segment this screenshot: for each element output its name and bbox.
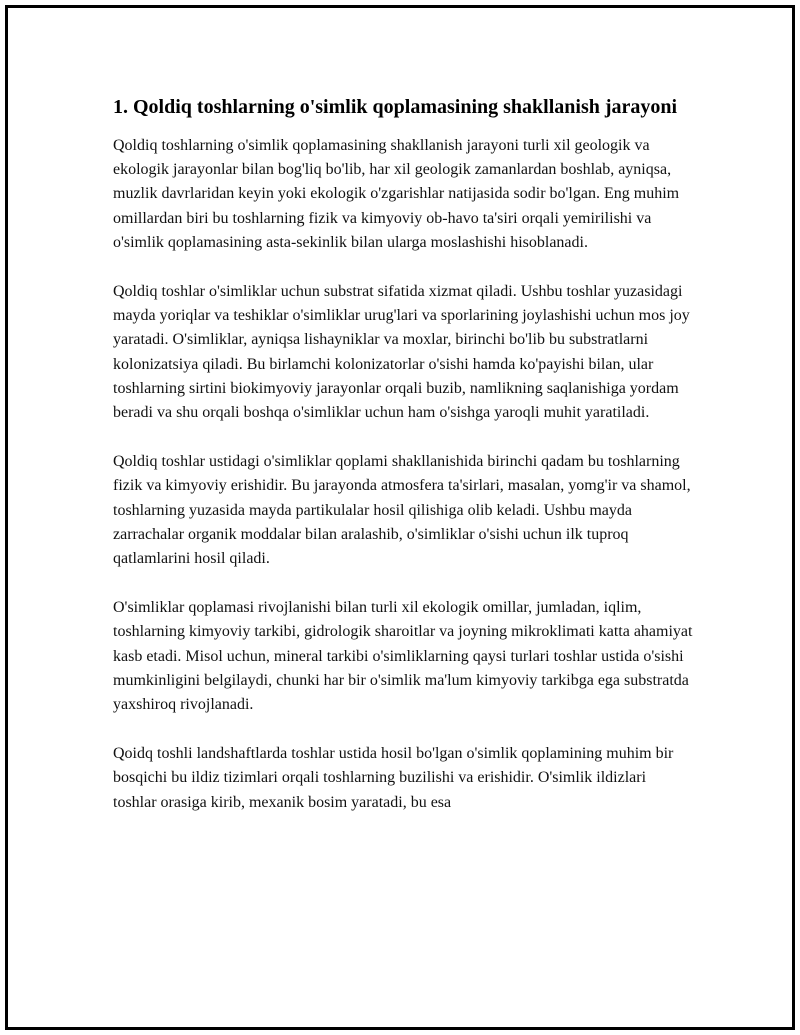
section-title: 1. Qoldiq toshlarning o'simlik qoplamasining shakllanish jarayoni [113, 96, 678, 118]
paragraph-2: Qoldiq toshlar o'simliklar uchun substrat sifatida xizmat qiladi. Ushbu toshlar yuzasidagi mayda yoriqlar va teshiklar o'simliklar urug'lari va sporlarining joylashishi uchun mos joy yaratadi. O'simliklar, ayniqsa lishayniklar va moxlar, birinchi bo'lib bu substratlarni kolonizatsiya qiladi. Bu birlamchi kolonizatorlar o'sishi hamda ko'payishi bilan, ular toshlarning sirtini biokimyoviy jarayonlar orqali buzib, namlikning saqlanishiga yordam beradi va shu orqali boshqa o'simliklar uchun ham o'sishga yaroqli muhit yaratiladi. [113, 283, 690, 422]
paragraph-3: Qoldiq toshlar ustidagi o'simliklar qoplami shakllanishida birinchi qadam bu toshlarning fizik va kimyoviy erishidir. Bu jarayonda atmosfera ta'sirlari, masalan, yomg'ir va shamol, toshlarning yuzasida mayda partikulalar hosil qilishiga olib keladi. Ushbu mayda zarrachalar organik moddalar bilan aralashib, o'simliklar o'sishi uchun ilk tuproq qatlamlarini hosil qiladi. [113, 453, 691, 568]
document-body [113, 94, 693, 840]
paragraph-4: O'simliklar qoplamasi rivojlanishi bilan turli xil ekologik omillar, jumladan, iqlim, toshlarning kimyoviy tarkibi, gidrologik sharoitlar va joyning mikroklimati katta ahamiyat kasb etadi. Misol uchun, mineral tarkibi o'simliklarning qaysi turlari toshlar ustida o'sishi mumkinligini belgilaydi, chunki har bir o'simlik ma'lum kimyoviy tarkibga ega substratda yaxshiroq rivojlanadi. [113, 599, 693, 714]
paragraph-1: Qoldiq toshlarning o'simlik qoplamasining shakllanish jarayoni turli xil geologik va ekologik jarayonlar bilan bog'liq bo'lib, har xil geologik zamanlardan boshlab, ayniqsa, muzlik davrlaridan keyin yoki ekologik o'zgarishlar natijasida sodir bo'lgan. Eng muhim omillardan biri bu toshlarning fizik va kimyoviy ob-havo ta'siri orqali yemirilishi va o'simlik qoplamasining asta-sekinlik bilan ularga moslashishi hisoblanadi. [113, 137, 680, 251]
paragraph-5: Qoidq toshli landshaftlarda toshlar ustida hosil bo'lgan o'simlik qoplamining muhim bir bosqichi bu ildiz tizimlari orqali toshlarning buzilishi va erishidir. O'simlik ildizlari toshlar orasiga kirib, mexanik bosim yaratadi, bu esa [113, 745, 674, 811]
